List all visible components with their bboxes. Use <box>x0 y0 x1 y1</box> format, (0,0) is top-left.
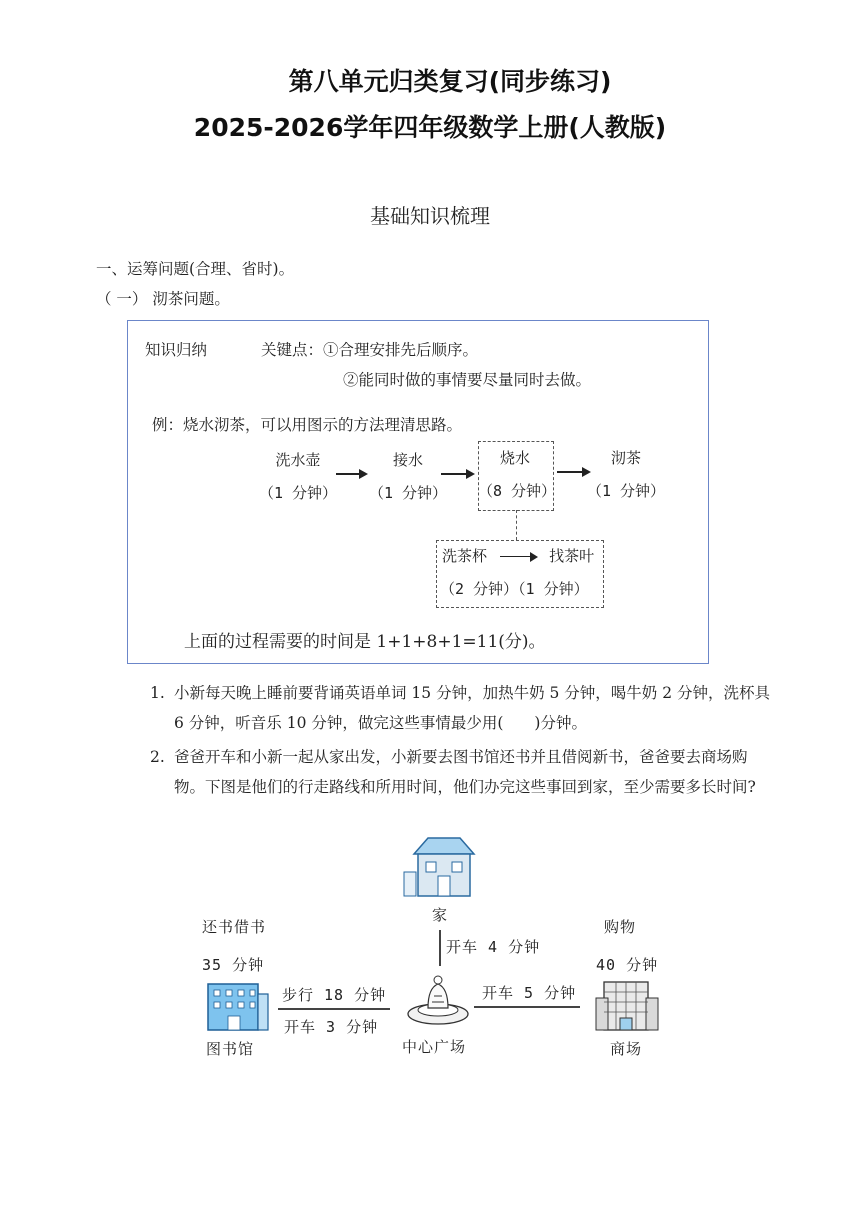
question-2 <box>150 742 775 802</box>
step-name: 洗水壶 <box>275 451 321 469</box>
library-label: 图书馆 <box>206 1040 255 1058</box>
plaza-fountain-icon <box>404 970 472 1028</box>
arrow-right-icon <box>500 556 536 558</box>
knowledge-summary-box <box>127 320 709 664</box>
home-label: 家 <box>432 906 449 924</box>
mall-building-icon <box>594 976 660 1034</box>
question-text: 小新每天晚上睡前要背诵英语单词 15 分钟，加热牛奶 5 分钟，喝牛奶 2 分钟，洗杯具 6 分钟，听音乐 10 分钟，做完这些事情最少用( )分钟。 <box>174 684 771 732</box>
arrow-right-icon <box>441 473 473 475</box>
subsection-heading: （ 一） 沏茶问题。 <box>96 290 230 308</box>
drive-home-time: 开车 4 分钟 <box>446 938 541 956</box>
road-library-plaza <box>278 1008 390 1010</box>
mall-duration: 40 分钟 <box>596 956 659 974</box>
road-plaza-mall <box>474 1006 580 1008</box>
connector-line <box>516 510 517 540</box>
section-subtitle: 基础知识梳理 <box>370 204 490 228</box>
plaza-label: 中心广场 <box>402 1038 467 1056</box>
mall-task: 购物 <box>604 918 637 936</box>
step-make-tea <box>586 447 666 501</box>
mall-label: 商场 <box>610 1040 643 1058</box>
task-find-tea: 找茶叶 <box>549 547 595 565</box>
question-1 <box>150 678 775 738</box>
parallel-tasks <box>436 545 602 599</box>
section-heading: 一、运筹问题(合理、省时)。 <box>96 260 295 278</box>
knowledge-label: 知识归纳 <box>145 341 208 359</box>
question-number: 2. <box>150 748 165 766</box>
road-home-plaza <box>439 930 441 966</box>
step-name: 烧水 <box>499 449 530 467</box>
step-time: （1 分钟） <box>586 482 666 500</box>
house-icon <box>402 834 480 900</box>
example-text: 例：烧水沏茶，可以用图示的方法理清思路。 <box>152 416 463 434</box>
step-wash-kettle <box>258 449 338 503</box>
step-fetch-water <box>368 449 448 503</box>
arrow-right-icon <box>557 471 589 473</box>
library-task: 还书借书 <box>202 918 267 936</box>
conclusion-text: 上面的过程需要的时间是 1+1+8+1=11(分)。 <box>184 632 546 652</box>
step-time: （1 分钟） <box>258 484 338 502</box>
document-title-line1: 第八单元归类复习(同步练习) <box>288 67 612 96</box>
task-wash-cups: 洗茶杯 <box>442 547 488 565</box>
walk-time: 步行 18 分钟 <box>282 986 387 1004</box>
step-time: （8 分钟） <box>478 482 557 500</box>
drive-mall-time: 开车 5 分钟 <box>482 984 577 1002</box>
step-name: 接水 <box>392 451 423 469</box>
step-time: （1 分钟） <box>368 484 448 502</box>
key-point-2: ②能同时做的事情要尽量同时去做。 <box>343 371 592 389</box>
step-name: 沏茶 <box>610 449 641 467</box>
key-point-1: 关键点：①合理安排先后顺序。 <box>261 341 479 359</box>
question-text: 爸爸开车和小新一起从家出发，小新要去图书馆还书并且借阅新书，爸爸要去商场购物。下图是他们的行走路线和所用时间，他们办完这些事回到家，至少需要多长时间? <box>174 748 756 796</box>
step-boil-water <box>478 447 557 501</box>
question-number: 1. <box>150 684 165 702</box>
library-duration: 35 分钟 <box>202 956 265 974</box>
document-title-line2: 2025-2026学年四年级数学上册(人教版) <box>193 113 667 142</box>
route-map <box>190 830 670 1070</box>
arrow-right-icon <box>336 473 366 475</box>
drive-library-time: 开车 3 分钟 <box>284 1018 379 1036</box>
parallel-times: （2 分钟）（1 分钟） <box>440 580 589 598</box>
library-building-icon <box>204 980 270 1034</box>
